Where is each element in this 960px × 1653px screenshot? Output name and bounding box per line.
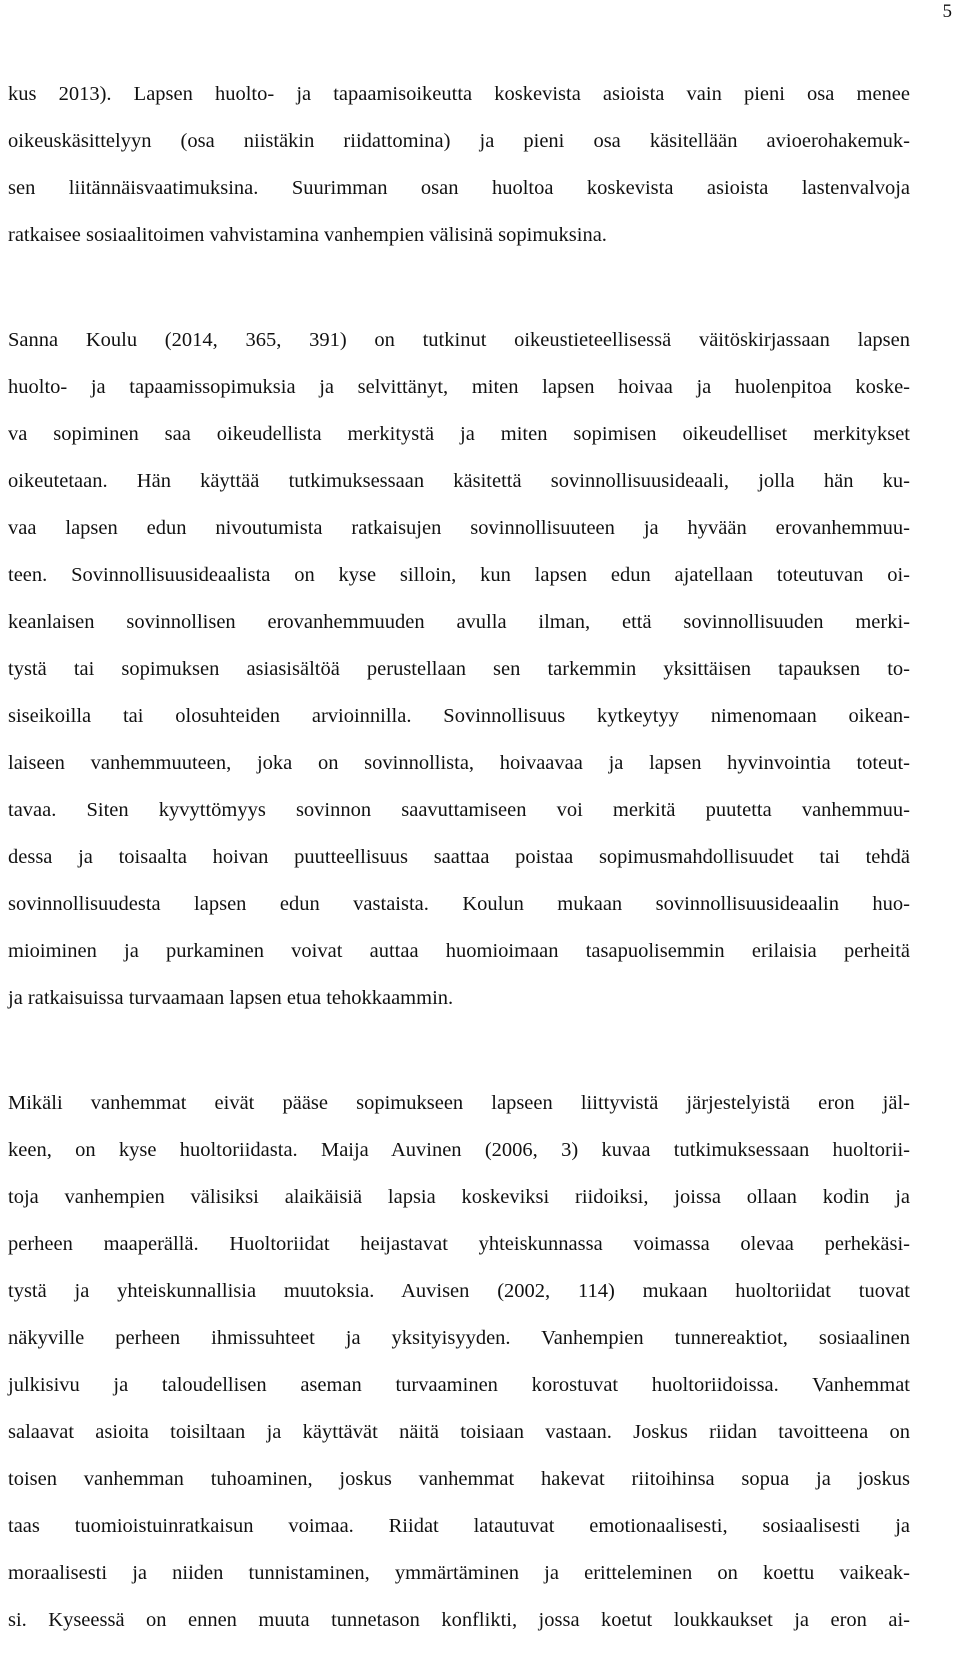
text-line: oikeutetaan. Hän käyttää tutkimuksessaan käsitettä sovinnollisuusideaali, jolla hän ku- — [8, 470, 910, 492]
text-line: toisen vanhemman tuhoaminen, joskus vanhemmat hakevat riitoihinsa sopua ja joskus — [8, 1468, 910, 1490]
text-line: tystä ja yhteiskunnallisia muutoksia. Auvisen (2002, 114) mukaan huoltoriidat tuovat — [8, 1280, 910, 1302]
text-line: näkyville perheen ihmissuhteet ja yksityisyyden. Vanhempien tunnereaktiot, sosiaalinen — [8, 1327, 910, 1349]
text-line: keanlaisen sovinnollisen erovanhemmuuden avulla ilman, että sovinnollisuuden merki- — [8, 611, 910, 633]
text-line: tavaa. Siten kyvyttömyys sovinnon saavuttamiseen voi merkitä puutetta vanhemmuu- — [8, 799, 910, 821]
text-line: toja vanhempien välisiksi alaikäisiä lapsia koskeviksi riidoiksi, joissa ollaan kodin ja — [8, 1186, 910, 1208]
text-line: sen liitännäisvaatimuksina. Suurimman osan huoltoa koskevista asioista lastenvalvoja — [8, 177, 910, 199]
text-line: va sopiminen saa oikeudellista merkitystä ja miten sopimisen oikeudelliset merkitykset — [8, 423, 910, 445]
text-line: si. Kyseessä on ennen muuta tunnetason konflikti, jossa koetut loukkaukset ja eron ai- — [8, 1609, 910, 1631]
text-line: salaavat asioita toisiltaan ja käyttävät näitä toisiaan vastaan. Joskus riidan tavoitteena on — [8, 1421, 910, 1443]
text-line: oikeuskäsittelyyn (osa niistäkin riidattomina) ja pieni osa käsitellään avioerohakemuk- — [8, 130, 910, 152]
text-line: tystä tai sopimuksen asiasisältöä perustellaan sen tarkemmin yksittäisen tapauksen to- — [8, 658, 910, 680]
text-line: siseikoilla tai olosuhteiden arvioinnilla. Sovinnollisuus kytkeytyy nimenomaan oikean- — [8, 705, 910, 727]
text-line: keen, on kyse huoltoriidasta. Maija Auvinen (2006, 3) kuvaa tutkimuksessaan huoltorii- — [8, 1139, 910, 1161]
text-line: julkisivu ja taloudellisen aseman turvaaminen korostuvat huoltoriidoissa. Vanhemmat — [8, 1374, 910, 1396]
text-line: Mikäli vanhemmat eivät pääse sopimukseen lapseen liittyvistä järjestelyistä eron jäl- — [8, 1092, 910, 1114]
text-line: moraalisesti ja niiden tunnistaminen, ymmärtäminen ja erittelеminen on koettu vaikeak- — [8, 1562, 910, 1584]
text-line: kus 2013). Lapsen huolto- ja tapaamisoikeutta koskevista asioista vain pieni osa menee — [8, 83, 910, 105]
text-line: huolto- ja tapaamissopimuksia ja selvittänyt, miten lapsen hoivaa ja huolenpitoa koske- — [8, 376, 910, 398]
page-number: 5 — [942, 1, 952, 22]
text-line: ratkaisee sosiaalitoimen vahvistamina vanhempien välisinä sopimuksina. — [8, 224, 607, 246]
text-line: laiseen vanhemmuuteen, joka on sovinnollista, hoivaavaa ja lapsen hyvinvointia toteut- — [8, 752, 910, 774]
text-line: vaa lapsen edun nivoutumista ratkaisujen sovinnollisuuteen ja hyvään erovanhemmuu- — [8, 517, 910, 539]
text-line: dessa ja toisaalta hoivan puutteellisuus saattaa poistaa sopimusmahdollisuudet tai tehdä — [8, 846, 910, 868]
text-line: ja ratkaisuissa turvaamaan lapsen etua tehokkaammin. — [8, 987, 454, 1009]
text-line: mioiminen ja purkaminen voivat auttaa huomioimaan tasapuolisemmin erilaisia perheitä — [8, 940, 910, 962]
text-line: sovinnollisuudesta lapsen edun vastaista. Koulun mukaan sovinnollisuusideaalin huo- — [8, 893, 910, 915]
text-line: taas tuomioistuinratkaisun voimaa. Riidat latautuvat emotionaalisesti, sosiaalisesti ja — [8, 1515, 910, 1537]
text-line: teen. Sovinnollisuusideaalista on kyse silloin, kun lapsen edun ajatellaan toteutuvan oi- — [8, 564, 910, 586]
text-line: perheen maaperällä. Huoltoriidat heijastavat yhteiskunnassa voimassa olevaa perhekäsi- — [8, 1233, 910, 1255]
text-line: Sanna Koulu (2014, 365, 391) on tutkinut oikeustieteellisessä väitöskirjassaan lapsen — [8, 329, 910, 351]
